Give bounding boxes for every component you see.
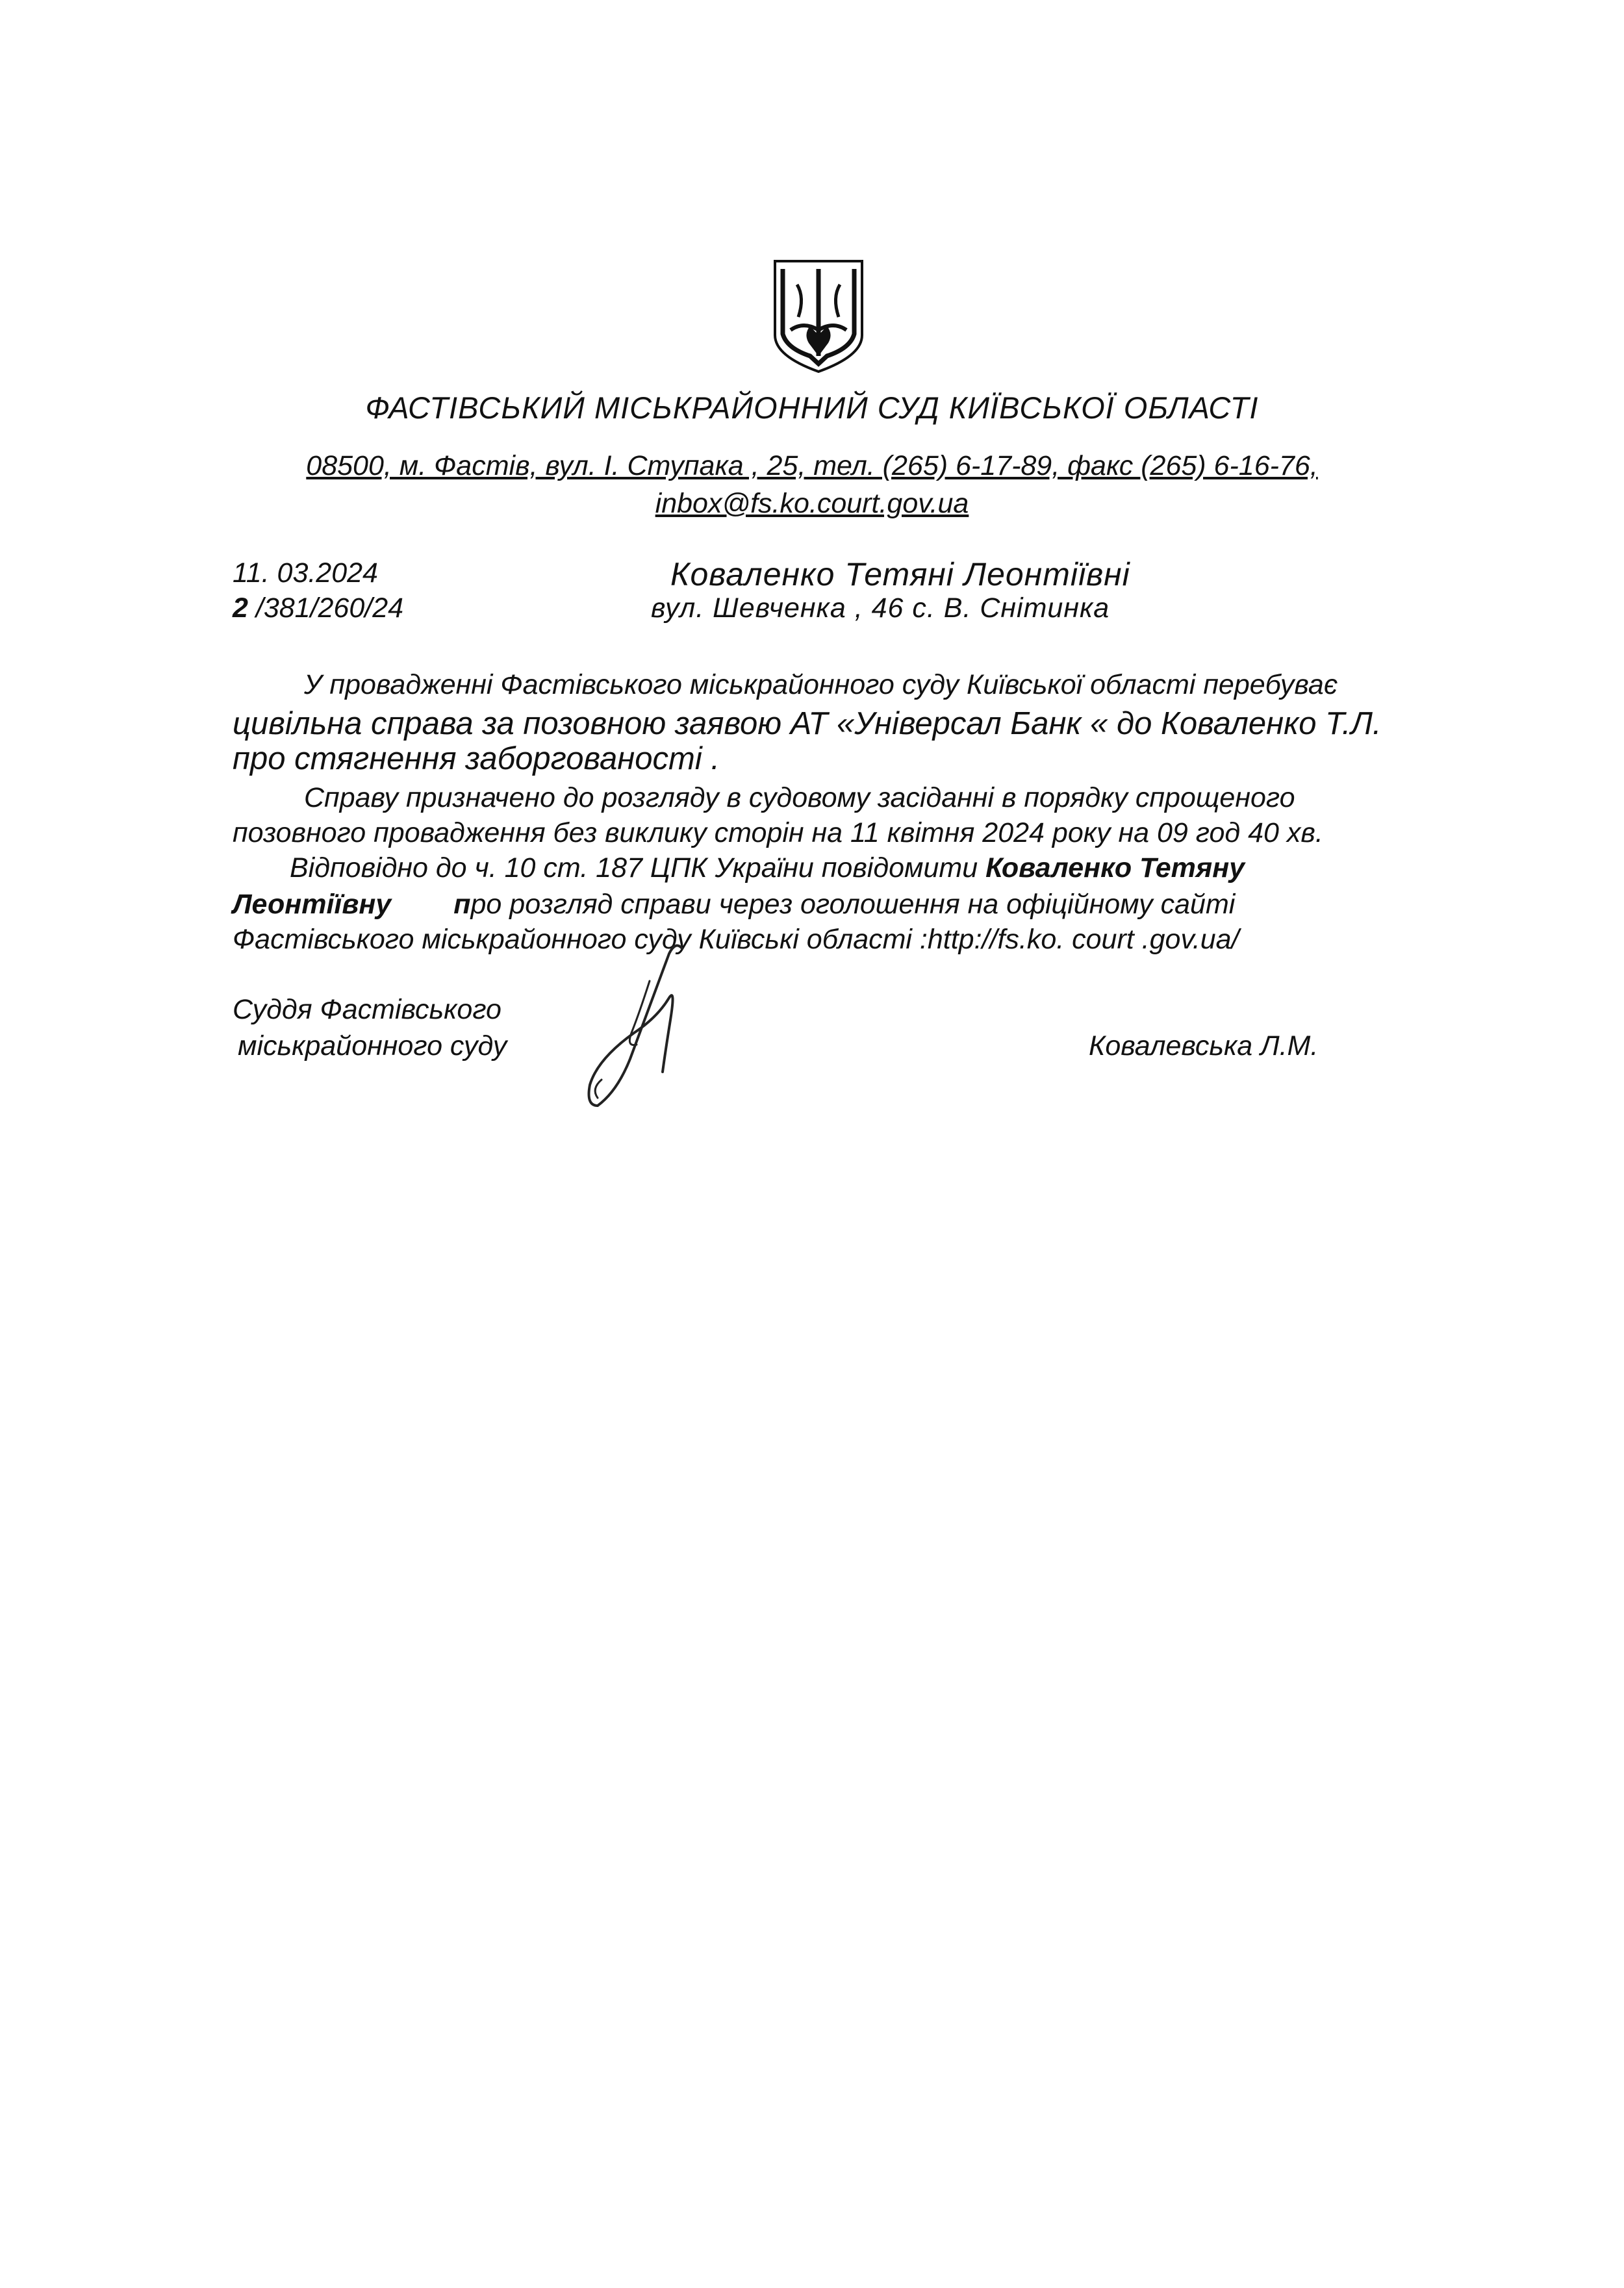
defendant-patronymic-bold: Леонтіївну <box>233 889 392 920</box>
addressee-name: Коваленко Тетяні Леонтіївні <box>670 556 1130 592</box>
judge-title-line: міськрайонного суду <box>238 1030 507 1061</box>
address-line: 08500, м. Фастів, вул. І. Ступака , 25, тел. (265) 6-17-89, факс (265) 6-16-76, <box>306 450 1318 481</box>
body-text-line <box>233 889 1235 921</box>
case-number <box>233 592 403 624</box>
body-text-line: Справу призначено до розгляду в судовому засіданні в порядку спрощеного <box>304 782 1295 813</box>
body-text-line <box>290 852 1245 884</box>
addressee-address: вул. Шевченка , 46 с. В. Снітинка <box>651 592 1110 624</box>
judge-name: Ковалевська Л.М. <box>1089 1030 1319 1061</box>
trident-emblem-icon <box>771 259 866 374</box>
defendant-name-bold: Коваленко Тетяну <box>985 852 1245 883</box>
body-text-line: У провадженні Фастівського міськрайонного суду Київської області перебуває <box>304 669 1338 700</box>
body-text-line: позовного провадження без виклику сторін на 11 квітня 2024 року на 09 год 40 хв. <box>233 817 1323 848</box>
email-address[interactable]: inbox@fs.ko.court.gov.ua <box>655 488 969 519</box>
body-text-line: цивільна справа за позовною заявою АТ «Універсал Банк « до Коваленко Т.Л. <box>233 706 1382 741</box>
body-text-fragment: Відповідно до ч. 10 ст. 187 ЦПК України повідомити <box>290 852 986 883</box>
case-number-rest: /381/260/24 <box>247 592 404 624</box>
body-text-line: про стягнення заборгованості . <box>233 741 720 776</box>
body-text-fragment: ро розгляд справи через оголошення на офіційному сайті <box>470 889 1236 920</box>
judge-title-line: Суддя Фастівського <box>233 994 501 1025</box>
court-address <box>0 447 1624 522</box>
body-text-fragment-bold: п <box>453 889 471 920</box>
body-text-line: Фастівського міськрайонного суду Київські області :http://fs.ko. court .gov.ua/ <box>233 924 1239 955</box>
document-date: 11. 03.2024 <box>233 557 378 589</box>
case-number-prefix: 2 <box>233 592 248 624</box>
handwritten-signature <box>572 935 702 1117</box>
court-name: ФАСТІВСЬКИЙ МІСЬКРАЙОННИЙ СУД КИЇВСЬКОЇ ОБЛАСТІ <box>365 390 1259 425</box>
